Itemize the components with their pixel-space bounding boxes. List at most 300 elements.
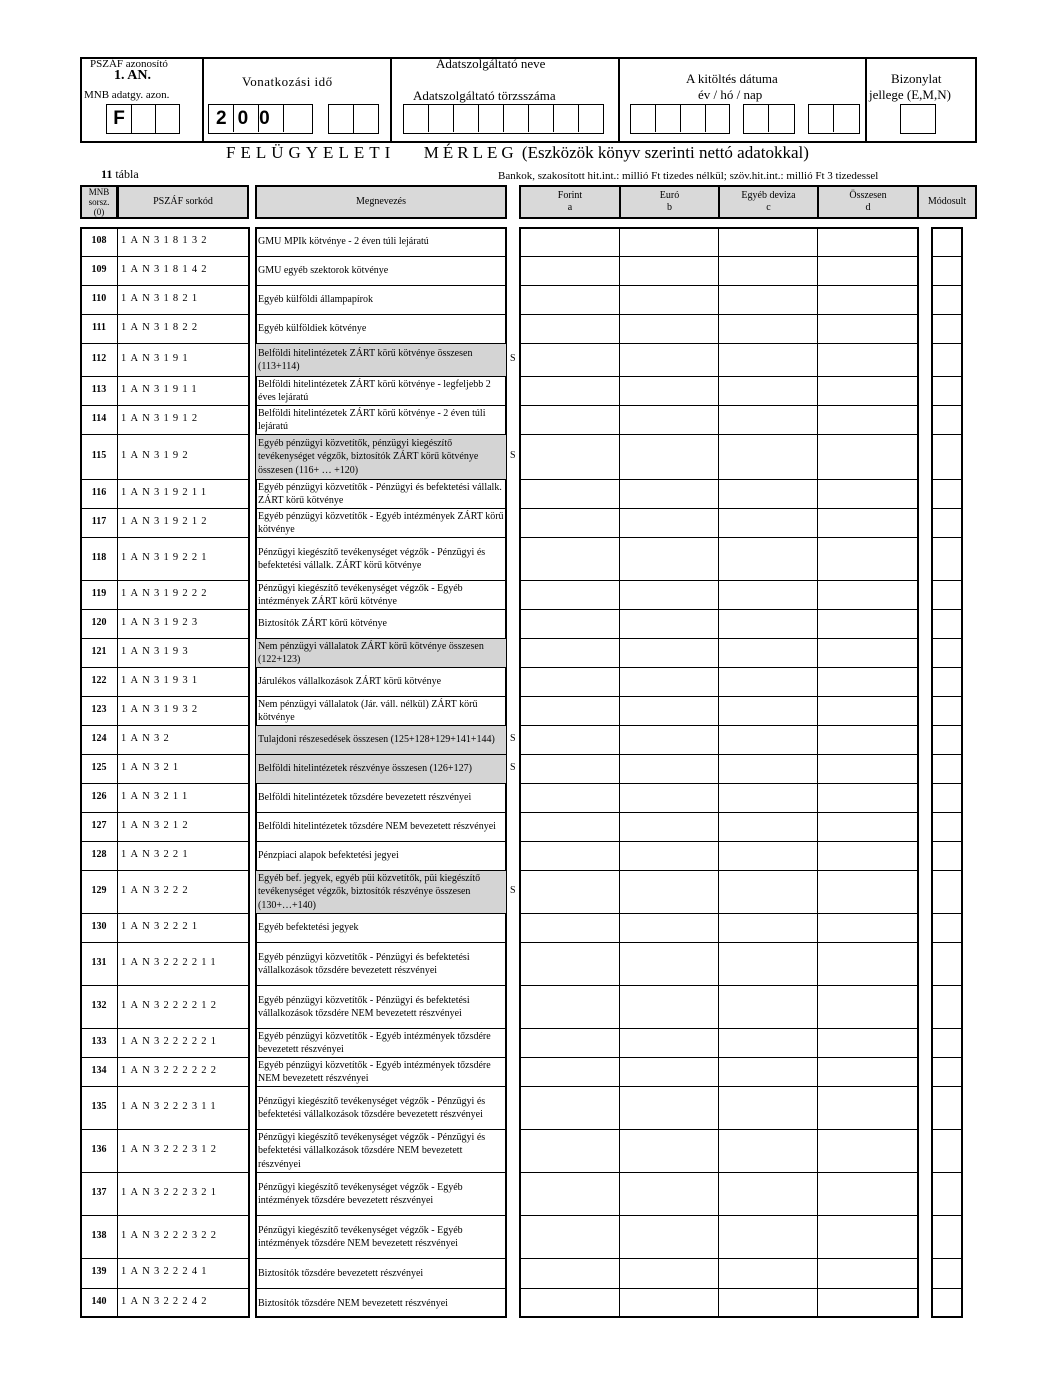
table-row	[0, 256, 1045, 285]
row-divider	[255, 479, 507, 480]
egyeb-deviza-input[interactable]	[718, 434, 817, 479]
forint-input[interactable]	[519, 985, 619, 1028]
osszesen-input[interactable]	[817, 913, 919, 942]
osszesen-input[interactable]	[817, 537, 919, 580]
osszesen-input[interactable]	[817, 1129, 919, 1172]
row-code: 1AN32	[121, 732, 173, 744]
euro-input[interactable]	[619, 913, 718, 942]
row-divider	[80, 812, 250, 813]
row-code: 1AN3222321	[121, 1186, 221, 1198]
table-row	[0, 841, 1045, 870]
forint-input[interactable]	[519, 1172, 619, 1215]
row-description: Biztosítók ZÁRT körű kötvénye	[258, 618, 387, 630]
euro-input[interactable]	[619, 227, 718, 256]
row-divider	[519, 343, 919, 344]
row-divider	[80, 1215, 250, 1216]
row-code: 1AN31822	[121, 321, 202, 333]
mnb-id-prefix-cell[interactable]: F	[106, 104, 132, 134]
euro-input[interactable]	[619, 434, 718, 479]
row-divider	[519, 609, 919, 610]
table-row	[0, 638, 1045, 667]
row-divider	[931, 314, 963, 315]
modosult-input[interactable]	[931, 1215, 963, 1258]
modosult-input[interactable]	[931, 227, 963, 256]
modosult-input[interactable]	[931, 376, 963, 405]
forint-input[interactable]	[519, 434, 619, 479]
euro-input[interactable]	[619, 580, 718, 609]
forint-input[interactable]	[519, 870, 619, 913]
header-divider	[618, 57, 620, 143]
row-code: 1AN31911	[121, 383, 201, 395]
form-title-main2: MÉRLEG	[423, 143, 518, 162]
provider-id-cells[interactable]	[403, 104, 604, 134]
modosult-input[interactable]	[931, 1057, 963, 1086]
egyeb-deviza-input[interactable]	[718, 580, 817, 609]
modosult-input[interactable]	[931, 913, 963, 942]
modosult-input[interactable]	[931, 434, 963, 479]
egyeb-deviza-input[interactable]	[718, 942, 817, 985]
euro-input[interactable]	[619, 1172, 718, 1215]
egyeb-deviza-input[interactable]	[718, 638, 817, 667]
row-divider	[931, 913, 963, 914]
row-divider	[519, 1028, 919, 1029]
euro-input[interactable]	[619, 754, 718, 783]
egyeb-deviza-input[interactable]	[718, 285, 817, 314]
osszesen-input[interactable]	[817, 508, 919, 537]
osszesen-input[interactable]	[817, 434, 919, 479]
row-divider	[519, 1288, 919, 1289]
table-row	[0, 913, 1045, 942]
doc-type-label: Bizonylat	[891, 71, 942, 86]
row-divider	[80, 580, 250, 581]
modosult-input[interactable]	[931, 1028, 963, 1057]
euro-input[interactable]	[619, 1288, 718, 1318]
row-number: 136	[91, 1143, 107, 1155]
osszesen-input[interactable]	[817, 725, 919, 754]
modosult-input[interactable]	[931, 870, 963, 913]
egyeb-deviza-input[interactable]	[718, 1258, 817, 1288]
osszesen-input[interactable]	[817, 1258, 919, 1288]
egyeb-deviza-input[interactable]	[718, 405, 817, 434]
fill-date-year-cells[interactable]	[630, 104, 730, 134]
modosult-input[interactable]	[931, 1129, 963, 1172]
row-code: 1AN3211	[121, 790, 192, 802]
osszesen-input[interactable]	[817, 696, 919, 725]
euro-input[interactable]	[619, 985, 718, 1028]
row-divider	[255, 638, 507, 639]
forint-input[interactable]	[519, 1028, 619, 1057]
row-number: 115	[91, 449, 107, 461]
forint-input[interactable]	[519, 343, 619, 376]
forint-input[interactable]	[519, 812, 619, 841]
row-description: Belföldi hitelintézetek ZÁRT körű kötvénye összesen (113+114)	[256, 344, 506, 376]
col-osszesen: Összesen d	[817, 185, 919, 219]
egyeb-deviza-input[interactable]	[718, 537, 817, 580]
row-divider	[80, 609, 250, 610]
row-divider	[255, 343, 507, 344]
row-code: 1AN3222311	[121, 1100, 220, 1112]
forint-input[interactable]	[519, 1129, 619, 1172]
egyeb-deviza-input[interactable]	[718, 1129, 817, 1172]
table-row	[0, 667, 1045, 696]
modosult-input[interactable]	[931, 841, 963, 870]
row-divider	[519, 405, 919, 406]
modosult-input[interactable]	[931, 985, 963, 1028]
modosult-input[interactable]	[931, 508, 963, 537]
forint-input[interactable]	[519, 314, 619, 343]
forint-input[interactable]	[519, 256, 619, 285]
forint-input[interactable]	[519, 783, 619, 812]
euro-input[interactable]	[619, 1028, 718, 1057]
row-description: Egyéb bef. jegyek, egyéb püi közvetítők, püi kiegészítő tevékenységet végzők, biztosítók részvénye összesen (130+…+140)	[256, 871, 506, 913]
row-code: 1AN3192	[121, 449, 192, 461]
fill-date-day-cells[interactable]	[808, 104, 860, 134]
row-divider	[519, 376, 919, 377]
row-description: Járulékos vállalkozások ZÁRT körű kötvénye	[258, 676, 442, 688]
modosult-input[interactable]	[931, 725, 963, 754]
euro-input[interactable]	[619, 256, 718, 285]
row-code: 1AN319212	[121, 515, 211, 527]
egyeb-deviza-input[interactable]	[718, 227, 817, 256]
egyeb-deviza-input[interactable]	[718, 783, 817, 812]
row-code: 1AN321	[121, 761, 183, 773]
row-divider	[519, 580, 919, 581]
row-divider	[255, 376, 507, 377]
row-divider	[80, 985, 250, 986]
euro-input[interactable]	[619, 508, 718, 537]
egyeb-deviza-input[interactable]	[718, 1172, 817, 1215]
osszesen-input[interactable]	[817, 754, 919, 783]
row-divider	[931, 754, 963, 755]
row-code: 1AN318142	[121, 263, 211, 275]
forint-input[interactable]	[519, 508, 619, 537]
euro-input[interactable]	[619, 537, 718, 580]
egyeb-deviza-input[interactable]	[718, 1057, 817, 1086]
osszesen-input[interactable]	[817, 783, 919, 812]
row-divider	[80, 1028, 250, 1029]
modosult-input[interactable]	[931, 343, 963, 376]
modosult-input[interactable]	[931, 696, 963, 725]
row-number: 118	[91, 551, 107, 563]
egyeb-deviza-input[interactable]	[718, 667, 817, 696]
forint-input[interactable]	[519, 667, 619, 696]
egyeb-deviza-input[interactable]	[718, 1288, 817, 1318]
euro-input[interactable]	[619, 725, 718, 754]
euro-input[interactable]	[619, 1215, 718, 1258]
row-divider	[255, 609, 507, 610]
osszesen-input[interactable]	[817, 942, 919, 985]
row-divider	[255, 812, 507, 813]
reference-time-month-cell[interactable]	[353, 104, 379, 134]
egyeb-deviza-input[interactable]	[718, 870, 817, 913]
forint-input[interactable]	[519, 696, 619, 725]
egyeb-deviza-input[interactable]	[718, 1086, 817, 1129]
egyeb-deviza-input[interactable]	[718, 479, 817, 508]
osszesen-input[interactable]	[817, 580, 919, 609]
row-code: 1AN31931	[121, 674, 202, 686]
mnb-id-cell[interactable]	[155, 104, 180, 134]
row-description: Biztosítók tőzsdére NEM bevezetett részvényei	[258, 1297, 448, 1309]
col-mnb-sorsz: MNB sorsz. (0)	[80, 185, 118, 219]
row-description: Egyéb pénzügyi közvetítők - Pénzügyi és befektetési vállalkozások tőzsdére NEM bevezetett részvényei	[258, 994, 470, 1019]
osszesen-input[interactable]	[817, 667, 919, 696]
row-divider	[931, 812, 963, 813]
forint-input[interactable]	[519, 913, 619, 942]
modosult-input[interactable]	[931, 1288, 963, 1318]
row-divider	[519, 913, 919, 914]
reference-time-label: Vonatkozási idő	[242, 74, 333, 89]
row-number: 124	[91, 732, 107, 744]
euro-input[interactable]	[619, 376, 718, 405]
forint-input[interactable]	[519, 227, 619, 256]
table-row	[0, 609, 1045, 638]
egyeb-deviza-input[interactable]	[718, 812, 817, 841]
row-divider	[519, 696, 919, 697]
table-row	[0, 1057, 1045, 1086]
osszesen-input[interactable]	[817, 479, 919, 508]
sum-flag: S	[510, 732, 516, 744]
euro-input[interactable]	[619, 841, 718, 870]
row-description: Pénzpiaci alapok befektetési jegyei	[258, 850, 399, 862]
row-number: 110	[91, 292, 107, 304]
euro-input[interactable]	[619, 870, 718, 913]
row-description: GMU MPIk kötvénye - 2 éven túli lejáratú	[258, 236, 429, 248]
row-description: Belföldi hitelintézetek tőzsdére NEM bevezetett részvényei	[258, 821, 496, 833]
egyeb-deviza-input[interactable]	[718, 696, 817, 725]
row-code: 1AN322241	[121, 1266, 211, 1277]
euro-input[interactable]	[619, 1057, 718, 1086]
row-description: Pénzügyi kiegészítő tevékenységet végzők - Egyéb intézmények ZÁRT körű kötvénye	[258, 582, 463, 607]
table-row	[0, 479, 1045, 508]
reference-time-year-cells[interactable]	[208, 104, 313, 134]
egyeb-deviza-input[interactable]	[718, 376, 817, 405]
euro-input[interactable]	[619, 343, 718, 376]
row-code: 1AN3222312	[121, 1143, 221, 1155]
row-divider	[80, 1288, 250, 1289]
forint-input[interactable]	[519, 285, 619, 314]
osszesen-input[interactable]	[817, 1086, 919, 1129]
row-divider	[255, 1288, 507, 1289]
modosult-input[interactable]	[931, 256, 963, 285]
osszesen-input[interactable]	[817, 1288, 919, 1318]
osszesen-input[interactable]	[817, 1172, 919, 1215]
modosult-input[interactable]	[931, 405, 963, 434]
modosult-input[interactable]	[931, 638, 963, 667]
row-divider	[519, 812, 919, 813]
euro-input[interactable]	[619, 314, 718, 343]
osszesen-input[interactable]	[817, 227, 919, 256]
egyeb-deviza-input[interactable]	[718, 725, 817, 754]
table-row	[0, 1129, 1045, 1172]
row-description: Belföldi hitelintézetek ZÁRT körű kötvénye - 2 éven túli lejáratú	[258, 407, 486, 432]
row-divider	[255, 537, 507, 538]
col-pszaf-sorkod: PSZÁF sorkód	[117, 185, 249, 219]
row-divider	[519, 508, 919, 509]
osszesen-input[interactable]	[817, 812, 919, 841]
row-divider	[931, 638, 963, 639]
osszesen-input[interactable]	[817, 343, 919, 376]
modosult-input[interactable]	[931, 609, 963, 638]
modosult-input[interactable]	[931, 783, 963, 812]
row-number: 133	[91, 1035, 107, 1047]
euro-input[interactable]	[619, 609, 718, 638]
row-divider	[519, 638, 919, 639]
row-divider	[80, 1129, 250, 1130]
euro-input[interactable]	[619, 696, 718, 725]
forint-input[interactable]	[519, 638, 619, 667]
forint-input[interactable]	[519, 405, 619, 434]
osszesen-input[interactable]	[817, 256, 919, 285]
forint-input[interactable]	[519, 609, 619, 638]
egyeb-deviza-input[interactable]	[718, 508, 817, 537]
row-divider	[519, 1172, 919, 1173]
row-divider	[255, 434, 507, 435]
row-code: 1AN31923	[121, 616, 202, 628]
osszesen-input[interactable]	[817, 285, 919, 314]
modosult-input[interactable]	[931, 667, 963, 696]
row-divider	[80, 754, 250, 755]
modosult-input[interactable]	[931, 580, 963, 609]
row-divider	[931, 434, 963, 435]
euro-input[interactable]	[619, 812, 718, 841]
reference-time-month-cell[interactable]	[328, 104, 354, 134]
row-description: Egyéb pénzügyi közvetítők - Pénzügyi és befektetési vállalkozások tőzsdére bevezetett részvényei	[258, 951, 470, 976]
modosult-input[interactable]	[931, 812, 963, 841]
egyeb-deviza-input[interactable]	[718, 913, 817, 942]
forint-input[interactable]	[519, 841, 619, 870]
row-divider	[931, 1215, 963, 1216]
row-divider	[255, 783, 507, 784]
forint-input[interactable]	[519, 942, 619, 985]
col-megnevezes: Megnevezés	[255, 185, 507, 219]
euro-input[interactable]	[619, 479, 718, 508]
egyeb-deviza-input[interactable]	[718, 343, 817, 376]
osszesen-input[interactable]	[817, 841, 919, 870]
row-divider	[255, 314, 507, 315]
row-divider	[931, 696, 963, 697]
modosult-input[interactable]	[931, 754, 963, 783]
forint-input[interactable]	[519, 725, 619, 754]
osszesen-input[interactable]	[817, 870, 919, 913]
sum-flag: S	[510, 352, 516, 364]
osszesen-input[interactable]	[817, 376, 919, 405]
forint-input[interactable]	[519, 1258, 619, 1288]
table-row	[0, 1086, 1045, 1129]
table-row	[0, 754, 1045, 783]
row-number: 131	[91, 956, 107, 968]
forint-input[interactable]	[519, 580, 619, 609]
forint-input[interactable]	[519, 1086, 619, 1129]
modosult-input[interactable]	[931, 537, 963, 580]
modosult-input[interactable]	[931, 1172, 963, 1215]
euro-input[interactable]	[619, 405, 718, 434]
row-divider	[80, 913, 250, 914]
row-divider	[931, 1288, 963, 1289]
table-row	[0, 942, 1045, 985]
egyeb-deviza-input[interactable]	[718, 841, 817, 870]
modosult-input[interactable]	[931, 285, 963, 314]
row-description: Pénzügyi kiegészítő tevékenységet végzők - Pénzügyi és befektetési vállalkozások tőzsdére NEM bevezetett részvényei	[258, 1131, 486, 1170]
table-row	[0, 985, 1045, 1028]
osszesen-input[interactable]	[817, 638, 919, 667]
egyeb-deviza-input[interactable]	[718, 314, 817, 343]
row-divider	[931, 985, 963, 986]
forint-input[interactable]	[519, 1288, 619, 1318]
euro-input[interactable]	[619, 1258, 718, 1288]
row-divider	[255, 285, 507, 286]
row-divider	[255, 985, 507, 986]
osszesen-input[interactable]	[817, 1215, 919, 1258]
forint-input[interactable]	[519, 1215, 619, 1258]
modosult-input[interactable]	[931, 479, 963, 508]
egyeb-deviza-input[interactable]	[718, 985, 817, 1028]
row-divider	[255, 725, 507, 726]
table-row	[0, 508, 1045, 537]
row-divider	[519, 285, 919, 286]
euro-input[interactable]	[619, 638, 718, 667]
forint-input[interactable]	[519, 479, 619, 508]
row-description: Nem pénzügyi vállalatok (Jár. váll. nélkül) ZÁRT körű kötvénye	[258, 698, 478, 723]
modosult-input[interactable]	[931, 1086, 963, 1129]
osszesen-input[interactable]	[817, 985, 919, 1028]
egyeb-deviza-input[interactable]	[718, 256, 817, 285]
row-description: Egyéb pénzügyi közvetítők, pénzügyi kiegészítő tevékenységet végzők, biztosítók ZÁRT körű kötvénye összesen (116+ … +120)	[256, 435, 506, 479]
osszesen-input[interactable]	[817, 1028, 919, 1057]
osszesen-input[interactable]	[817, 609, 919, 638]
modosult-input[interactable]	[931, 1258, 963, 1288]
euro-input[interactable]	[619, 1086, 718, 1129]
row-number: 128	[91, 848, 107, 860]
row-divider	[255, 405, 507, 406]
row-code: 1AN319211	[121, 486, 211, 498]
forint-input[interactable]	[519, 537, 619, 580]
provider-name-label: Adatszolgáltató neve	[436, 56, 546, 71]
row-number: 116	[91, 486, 107, 498]
row-description: Egyéb pénzügyi közvetítők - Egyéb intézmények ZÁRT körű kötvénye	[258, 510, 504, 535]
row-divider	[519, 725, 919, 726]
euro-input[interactable]	[619, 783, 718, 812]
osszesen-input[interactable]	[817, 314, 919, 343]
row-description: Pénzügyi kiegészítő tevékenységet végzők - Egyéb intézmények tőzsdére bevezetett részvényei	[258, 1181, 463, 1206]
forint-input[interactable]	[519, 1057, 619, 1086]
euro-input[interactable]	[619, 942, 718, 985]
egyeb-deviza-input[interactable]	[718, 1215, 817, 1258]
egyeb-deviza-input[interactable]	[718, 754, 817, 783]
osszesen-input[interactable]	[817, 1057, 919, 1086]
sum-flag: S	[510, 449, 516, 461]
fill-date-month-cells[interactable]	[743, 104, 795, 134]
row-divider	[255, 508, 507, 509]
egyeb-deviza-input[interactable]	[718, 609, 817, 638]
row-number: 135	[91, 1100, 107, 1112]
row-divider	[519, 942, 919, 943]
osszesen-input[interactable]	[817, 405, 919, 434]
row-description: Egyéb pénzügyi közvetítők - Pénzügyi és befektetési vállalk. ZÁRT körű kötvénye	[258, 481, 502, 506]
modosult-input[interactable]	[931, 314, 963, 343]
modosult-input[interactable]	[931, 942, 963, 985]
egyeb-deviza-input[interactable]	[718, 1028, 817, 1057]
row-divider	[255, 256, 507, 257]
forint-input[interactable]	[519, 754, 619, 783]
forint-input[interactable]	[519, 376, 619, 405]
mnb-id-cell[interactable]	[131, 104, 156, 134]
row-divider	[931, 1258, 963, 1259]
row-divider	[931, 479, 963, 480]
euro-input[interactable]	[619, 1129, 718, 1172]
euro-input[interactable]	[619, 667, 718, 696]
euro-input[interactable]	[619, 285, 718, 314]
doc-type-cell[interactable]	[900, 104, 936, 134]
